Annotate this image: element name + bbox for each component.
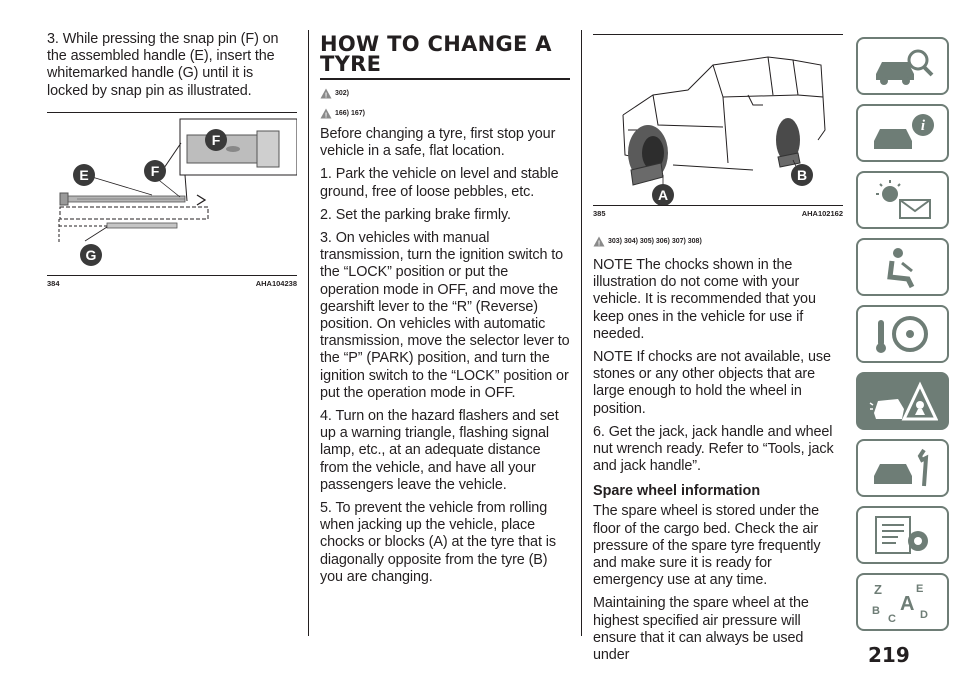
tab-servicing-maintenance[interactable] (856, 439, 949, 497)
caption-number: 385 (593, 209, 606, 218)
warning-ref-2-text: 166) 167) (335, 109, 365, 117)
column-divider-2 (581, 30, 582, 636)
index-letter-e: E (915, 583, 923, 595)
column-right (593, 0, 843, 670)
car-search-icon (868, 44, 938, 88)
step-5: 5. To prevent the vehicle from rolling when jacking up the vehicle, place chocks or blocks (A) at the tyre that is diagonally opposite from the tyre (B) you are changing. (320, 500, 556, 585)
caption-number: 384 (47, 278, 60, 288)
car-info-icon (868, 111, 938, 155)
warning-ref-1-text: 302) (335, 89, 350, 97)
tab-warning-lights[interactable] (856, 171, 949, 229)
intro-paragraph: Before changing a tyre, first stop your vehicle in a safe, flat location. (320, 126, 556, 160)
caution-triangle-icon (320, 108, 332, 119)
step-3-continued: 3. While pressing the snap pin (F) on the assembled handle (E), insert the whitemarked handle (G) until it is locked by snap pin as illustrated. (47, 31, 279, 99)
badge-e-label: E (79, 166, 89, 183)
heading-rule (320, 78, 570, 80)
key-steering-wheel-icon (868, 312, 938, 356)
badge-a-label: A (657, 187, 669, 203)
index-letter-c: C (887, 613, 896, 624)
spare-wheel-para-2: Maintaining the spare wheel at the highest specified air pressure will ensure that it can always be used under (593, 595, 809, 664)
badge-f-inset-label: F (211, 131, 221, 148)
caption-code: AHA102162 (801, 209, 843, 218)
tab-index[interactable] (856, 573, 949, 631)
step-1: 1. Park the vehicle on level and stable ground, free of loose pebbles, etc. (320, 166, 559, 200)
warning-ref-1[interactable] (320, 86, 570, 100)
whitemarked-handle-outline (60, 207, 208, 219)
page-number: 219 (868, 643, 910, 667)
spare-wheel-para-1: The spare wheel is stored under the floor of the cargo bed. Check the air pressure of the spare tyre frequently and make sure it is ready for emergency use at any time. (593, 503, 821, 589)
badge-g-label: G (85, 246, 97, 263)
alphabetical-index-icon (868, 580, 938, 624)
warning-ref-3[interactable] (593, 234, 843, 248)
svg-text:!: ! (597, 240, 601, 247)
warning-triangle-icon (320, 88, 332, 99)
column-middle (320, 0, 570, 592)
whitemarked-handle-g (107, 223, 177, 228)
tab-technical-data[interactable] (856, 506, 949, 564)
svg-text:!: ! (324, 112, 328, 119)
svg-text:!: ! (324, 92, 328, 99)
car-wrench-icon (868, 446, 938, 490)
step-3: 3. On vehicles with manual transmission, turn the ignition switch to the “LOCK” position or put the operation mode in OFF, and move the gearshift lever to the “R” (Reverse) position. On vehicles with automatic transmission, move the selector lever to the “P” (PARK) position, and turn the ignition switch to the “LOCK” position or put the operation mode in OFF. (320, 230, 570, 401)
warning-ref-2[interactable] (320, 106, 570, 120)
figure-384 (47, 113, 297, 275)
figure-384-caption (47, 276, 297, 288)
note-2: NOTE If chocks are not available, use stones or any other objects that are large enough to hold the wheel in position. (593, 349, 831, 417)
figure-385 (593, 35, 843, 205)
specifications-gear-icon (868, 513, 938, 557)
tab-safety[interactable] (856, 238, 949, 296)
tab-getting-to-know-vehicle[interactable] (856, 37, 949, 95)
index-letter-z: Z (873, 582, 882, 597)
index-letter-d: D (919, 609, 928, 621)
warning-triangle-icon (593, 236, 605, 247)
step-2: 2. Set the parking brake firmly. (320, 206, 511, 223)
note-1: NOTE The chocks shown in the illustration do not come with your vehicle. It is recommended that you keep ones in the vehicle for use if needed. (593, 257, 816, 342)
caption-code: AHA104238 (255, 278, 297, 288)
figure-385-caption (593, 206, 843, 218)
tab-in-an-emergency[interactable] (856, 372, 949, 430)
tab-starting-driving[interactable] (856, 305, 949, 363)
index-letter-a: A (899, 593, 914, 615)
seat-airbag-icon (868, 245, 938, 289)
column-left (47, 0, 297, 288)
tab-vehicle-info[interactable] (856, 104, 949, 162)
warning-lights-icon (868, 178, 938, 222)
column-divider-1 (308, 30, 309, 636)
car-breakdown-triangle-icon (868, 379, 938, 423)
step-6: 6. Get the jack, jack handle and wheel nut wrench ready. Refer to “Tools, jack and jack handle”. (593, 423, 834, 475)
badge-f-label: F (150, 162, 160, 179)
subheading-spare-wheel: Spare wheel information (593, 483, 761, 500)
warning-ref-3-text: 303) 304) 305) 306) 307) 308) (608, 237, 702, 245)
step-4: 4. Turn on the hazard flashers and set up a warning triangle, flashing signal lamp, etc., at an adequate distance from the vehicle, and have all your passengers leave the vehicle. (320, 408, 559, 493)
index-letter-b: B (871, 605, 880, 617)
badge-b-label: B (796, 167, 808, 183)
svg-text:i: i (920, 118, 925, 134)
section-heading: HOW TO CHANGE A TYRE (320, 32, 552, 76)
